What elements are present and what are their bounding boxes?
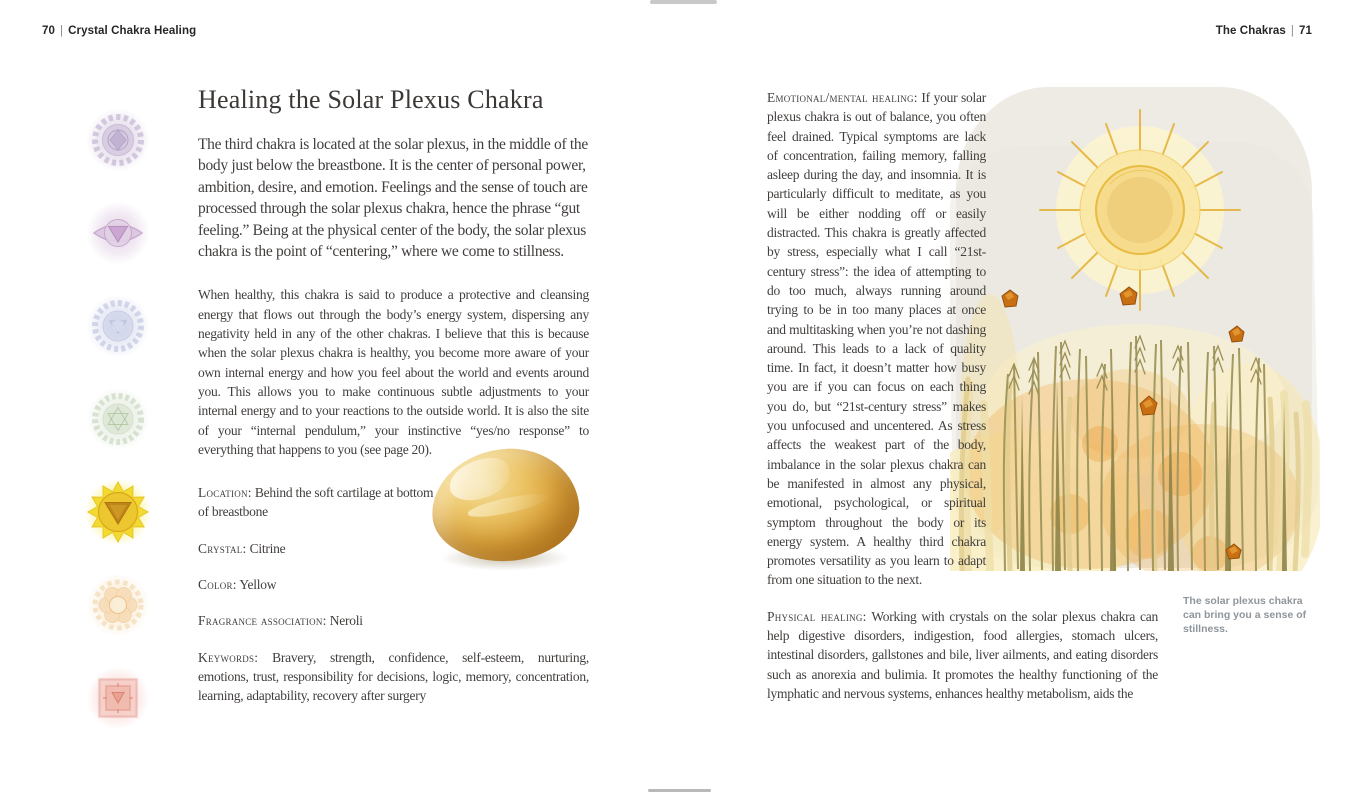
right-page-number: 71	[1299, 25, 1312, 37]
chakra-icon-column	[74, 96, 162, 747]
page-title: Healing the Solar Plexus Chakra	[198, 85, 544, 114]
illustration-text-wrap-spacer	[986, 88, 1158, 590]
keywords-attribute	[198, 648, 589, 706]
physical-healing-paragraph	[767, 607, 1158, 703]
keywords-value: Bravery, strength, confidence, self-esteem, nurturing, emotions, trust, responsibility for decisions, logic, memory, concentration, learning, adaptability, recovery after surgery	[198, 649, 589, 704]
page-edge-mark-bottom	[648, 789, 711, 792]
location-attribute	[198, 483, 443, 522]
physical-healing-label: Physical healing:	[767, 608, 867, 624]
header-divider: |	[1290, 25, 1294, 37]
header-divider: |	[60, 25, 64, 37]
keywords-label: Keywords:	[198, 649, 259, 665]
crystal-value: Citrine	[249, 540, 286, 556]
citrine-stone	[429, 445, 582, 565]
color-attribute	[198, 575, 589, 594]
root-chakra-icon	[74, 654, 162, 742]
emotional-healing-text: If your solar plexus chakra is out of balance, you often feel drained. Typical symptoms are lack of concentration, failing memory, falling asleep during the day, and insomnia. It is particularly difficult to meditate, as you will be either nodding off or easily distracted. This chakra is greatly affected by stress, especially what I call “21st-century stress”: the idea of attempting to do too much, always running around trying to be in too many places at once and multitasking when you’re not dashing around. This leads to a lack of quality time. In fact, it doesn’t matter how busy you are if you can focus on each thing you do, but “21st-century stress” makes you unfocused and uncentered. As stress affects the weakest part of the body, imbalance in the solar plexus chakra can be manifested in almost any physical, emotional, psychological, or spiritual symptom throughout the body or its energy system. A healthy third chakra promotes versatility as you learn to adapt from one situation to the next.	[767, 90, 986, 588]
emotional-healing-label: Emotional/mental healing:	[767, 90, 918, 105]
heart-chakra-icon	[74, 375, 162, 463]
crystal-label: Crystal:	[198, 540, 247, 556]
body-paragraph: When healthy, this chakra is said to produce a protective and cleansing energy that flows out through the body’s energy system, dispersing any negativity held in any of the other chakras. I believe that this is because when the solar plexus chakra is healthy, you become more aware of your own internal energy and how you feel about the world and events around you. This allows you to make continuous subtle adjustments to your internal energy and to your reactions to the outside world. It is also the site of your “internal pendulum,” your instinctive “yes/no response” to everything that happens to you (see page 20).	[198, 287, 589, 457]
intro-paragraph: The third chakra is located at the solar plexus, in the middle of the body just below the breastbone. It is the center of personal power, ambition, desire, and emotion. Feelings and the sense of touch are processed through the solar plexus chakra, hence the phrase “gut feeling.” Being at the physical center of the body, the solar plexus chakra is the point of “centering,” where we come to stillness.	[198, 136, 588, 261]
section-title: The Chakras	[1215, 25, 1286, 37]
physical-healing-text: Working with crystals on the solar plexus chakra can help digestive disorders, indigestion, food allergies, stomach ulcers, intestinal disorders, gallstones and bile, liver ailments, and eating disorders such as anorexia and bulimia. It promotes the healthy functioning of the lymphatic and nervous systems, enhances healthy metabolism, aids the	[767, 608, 1158, 701]
right-page-content	[767, 88, 1158, 703]
throat-chakra-icon	[74, 282, 162, 370]
emotional-healing-paragraph	[767, 88, 1158, 590]
left-page-content	[198, 84, 589, 722]
right-running-header	[1216, 25, 1312, 37]
color-label: Color:	[198, 577, 237, 592]
color-value: Yellow	[239, 577, 277, 592]
book-title: Crystal Chakra Healing	[68, 25, 197, 37]
illustration-caption: The solar plexus chakra can bring you a sense of stillness.	[1183, 595, 1307, 635]
fragrance-value: Neroli	[329, 613, 363, 629]
sacral-chakra-icon	[74, 561, 162, 649]
location-value: Behind the soft cartilage at bottom of breastbone	[198, 485, 434, 520]
location-label: Location:	[198, 485, 252, 501]
left-running-header	[42, 25, 196, 37]
fragrance-label: Fragrance association:	[198, 613, 327, 629]
left-page-number: 70	[42, 25, 55, 37]
citrine-stone-photo	[430, 449, 582, 571]
crown-chakra-icon	[74, 96, 162, 184]
fragrance-attribute	[198, 611, 589, 630]
solar-plexus-chakra-icon	[74, 468, 162, 556]
page-edge-mark-top	[650, 0, 717, 4]
third-eye-chakra-icon	[74, 189, 162, 277]
